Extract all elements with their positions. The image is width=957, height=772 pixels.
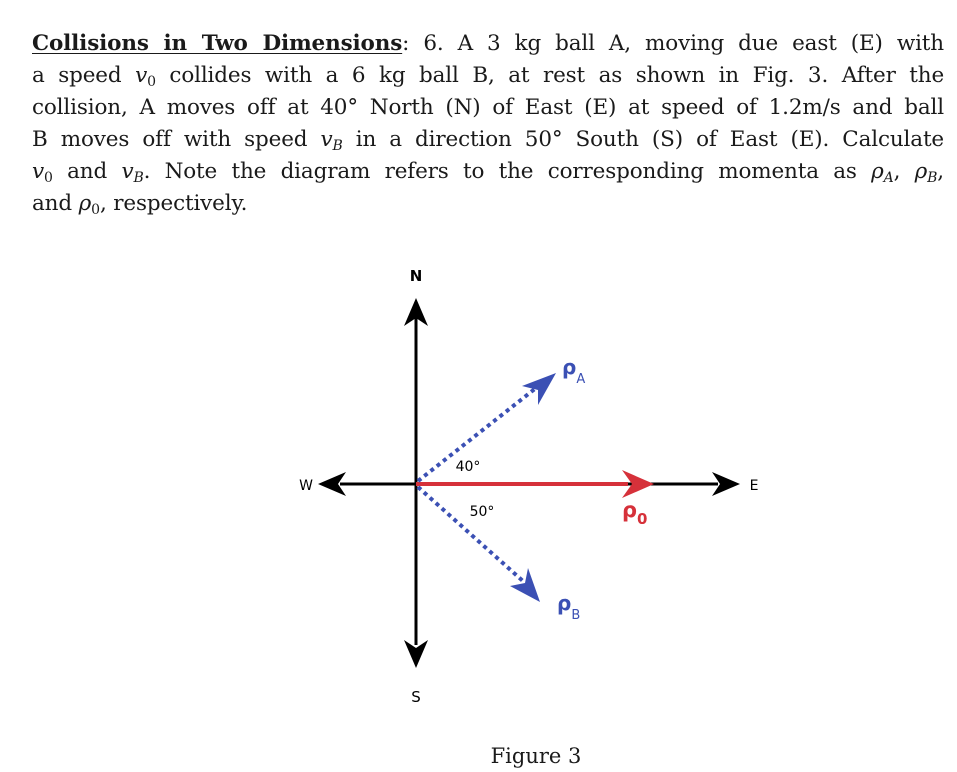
symbol-base: v (121, 159, 134, 184)
south-label: S (411, 688, 421, 706)
east-label: E (749, 478, 759, 494)
problem-text: : 6. A 3 kg ball A, moving due east (E) with (402, 31, 944, 56)
problem-text: in a direction 50° South (S) of East (E). Calculate (355, 127, 945, 152)
problem-text: and (32, 191, 72, 216)
symbol-base: v (32, 159, 44, 184)
problem-text: collides with a 6 kg ball B, at rest as shown in Fig. 3. After the (169, 63, 945, 88)
symbol-subscript: B (332, 138, 343, 154)
punctuation: , (893, 159, 901, 184)
momentum-0-label: $\rho_0$ (622, 498, 648, 528)
problem-line-3: collision, A moves off at 40° North (N) of East (E) at speed of 1.2m/s and ball (32, 95, 944, 120)
problem-text: B moves off with speed (32, 127, 308, 152)
symbol-base: ρ (871, 159, 884, 184)
symbol-subscript: 0 (91, 202, 100, 218)
symbol-subscript: B (927, 170, 938, 186)
angle-north-label: 40° (455, 459, 481, 475)
symbol-subscript: A (883, 170, 894, 186)
symbol-base: v (135, 63, 148, 88)
momentum-a-label: $\rho_A$ (562, 355, 586, 387)
momentum-a-arrowhead-icon (522, 373, 556, 405)
angle-south-label: 50° (469, 504, 495, 520)
symbol-subscript: 0 (44, 170, 53, 186)
symbol-base: ρ (914, 159, 928, 184)
symbol-base: ρ (78, 191, 92, 216)
problem-text: a speed (32, 63, 122, 88)
momentum-b-vector (418, 487, 524, 582)
figure-caption: Figure 3 (490, 744, 582, 768)
north-label: N (409, 267, 423, 285)
symbol-subscript: B (133, 170, 144, 186)
symbol-base: v (320, 127, 333, 152)
momentum-b-label: $\rho_B$ (557, 591, 581, 623)
symbol-subscript: 0 (147, 74, 156, 90)
problem-text: and (67, 159, 108, 184)
problem-heading: Collisions in Two Dimensions (32, 31, 403, 56)
problem-text: . Note the diagram refers to the corresponding momenta as (143, 159, 857, 184)
punctuation: , (937, 159, 944, 184)
west-label: W (299, 478, 313, 494)
problem-text: , respectively. (99, 191, 248, 216)
